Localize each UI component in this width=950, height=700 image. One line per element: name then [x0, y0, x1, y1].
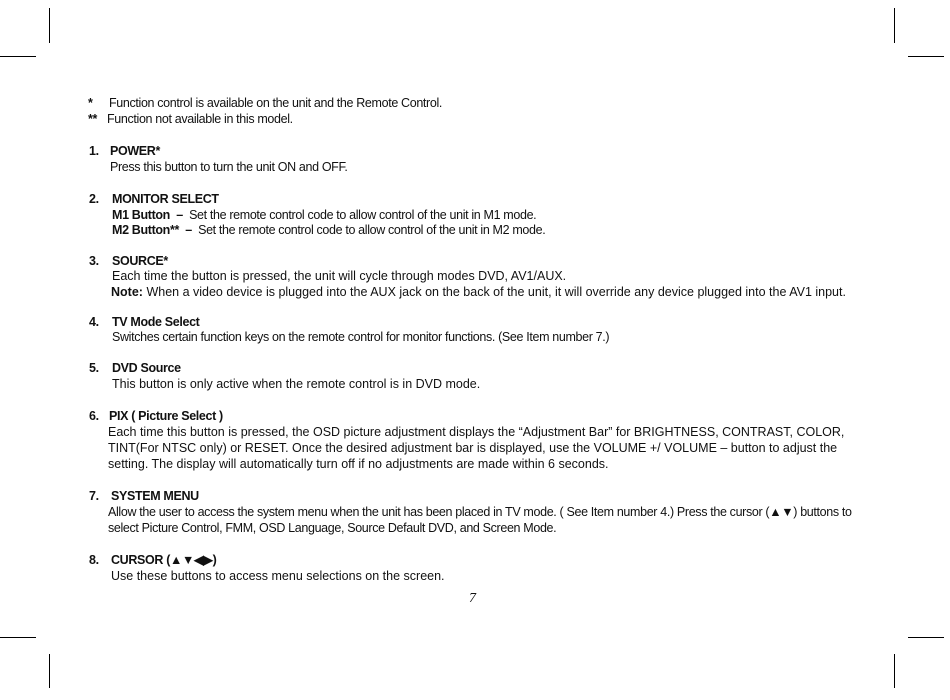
sub-item-m2: [112, 222, 545, 238]
crop-mark-bottom-right-horizontal: [908, 637, 944, 638]
item-description: Each time the button is pressed, the unit will cycle through modes DVD, AV1/AUX.: [112, 269, 567, 283]
item-title: MONITOR SELECT: [112, 192, 219, 206]
crop-mark-bottom-left-vertical: [49, 654, 50, 688]
sub-item-dash: –: [176, 208, 183, 222]
note-text: Function not available in this model.: [107, 112, 293, 126]
item-number: 7.: [89, 489, 99, 503]
note-mark: **: [88, 112, 98, 126]
item-title: POWER*: [110, 144, 160, 158]
sub-item-text: Set the remote control code to allow control of the unit in M2 mode.: [198, 223, 546, 237]
item-number: 8.: [89, 553, 99, 567]
item-number: 6.: [89, 409, 99, 423]
note-text: Function control is available on the unit and the Remote Control.: [109, 96, 443, 110]
item-title: SOURCE*: [112, 254, 168, 268]
item-title: TV Mode Select: [112, 315, 200, 329]
item-description: This button is only active when the remote control is in DVD mode.: [112, 377, 481, 391]
crop-mark-top-right-vertical: [894, 8, 895, 43]
crop-mark-top-left-vertical: [49, 8, 50, 43]
item-description: TINT(For NTSC only) or RESET. Once the desired adjustment bar is displayed, use the VOLUME +/ VOLUME – button to adjust the: [108, 441, 838, 455]
item-description: select Picture Control, FMM, OSD Language, Source Default DVD, and Screen Mode.: [108, 521, 557, 535]
crop-mark-bottom-right-vertical: [894, 654, 895, 688]
item-number: 3.: [89, 254, 99, 268]
crop-mark-top-left-horizontal: [0, 56, 36, 57]
item-description: Use these buttons to access menu selections on the screen.: [111, 569, 445, 583]
crop-mark-bottom-left-horizontal: [0, 637, 36, 638]
note-label: Note:: [111, 285, 143, 299]
sub-item-text: Set the remote control code to allow control of the unit in M1 mode.: [189, 208, 537, 222]
item-description: Each time this button is pressed, the OSD picture adjustment displays the “Adjustment Bar” for BRIGHTNESS, CONTRAST, COLOR,: [108, 425, 845, 439]
note-mark: *: [88, 96, 93, 110]
page-number: 7: [469, 591, 476, 606]
item-description: Allow the user to access the system menu when the unit has been placed in TV mode. ( See Item number 4.) Press the cursor (▲▼) buttons to: [108, 505, 852, 519]
item-description: setting. The display will automatically turn off if no adjustments are made within 6 seconds.: [108, 457, 609, 471]
item-title: SYSTEM MENU: [111, 489, 199, 503]
crop-mark-top-right-horizontal: [908, 56, 944, 57]
sub-item-m1: [112, 207, 536, 223]
sub-item-label: M1 Button: [112, 208, 170, 222]
item-title: PIX ( Picture Select ): [109, 409, 223, 423]
item-description: Switches certain function keys on the remote control for monitor functions. (See Item number 7.): [112, 330, 610, 344]
item-number: 4.: [89, 315, 99, 329]
item-description: Press this button to turn the unit ON and OFF.: [110, 160, 348, 174]
item-number: 1.: [89, 144, 99, 158]
item-title: DVD Source: [112, 361, 181, 375]
item-number: 2.: [89, 192, 99, 206]
item-number: 5.: [89, 361, 99, 375]
sub-item-dash: –: [185, 223, 192, 237]
note-body: When a video device is plugged into the AUX jack on the back of the unit, it will override any device plugged into the AV1 input.: [146, 285, 846, 299]
sub-item-label: M2 Button**: [112, 223, 179, 237]
item-note: [111, 284, 846, 300]
item-title: CURSOR (▲▼◀▶): [111, 553, 217, 567]
